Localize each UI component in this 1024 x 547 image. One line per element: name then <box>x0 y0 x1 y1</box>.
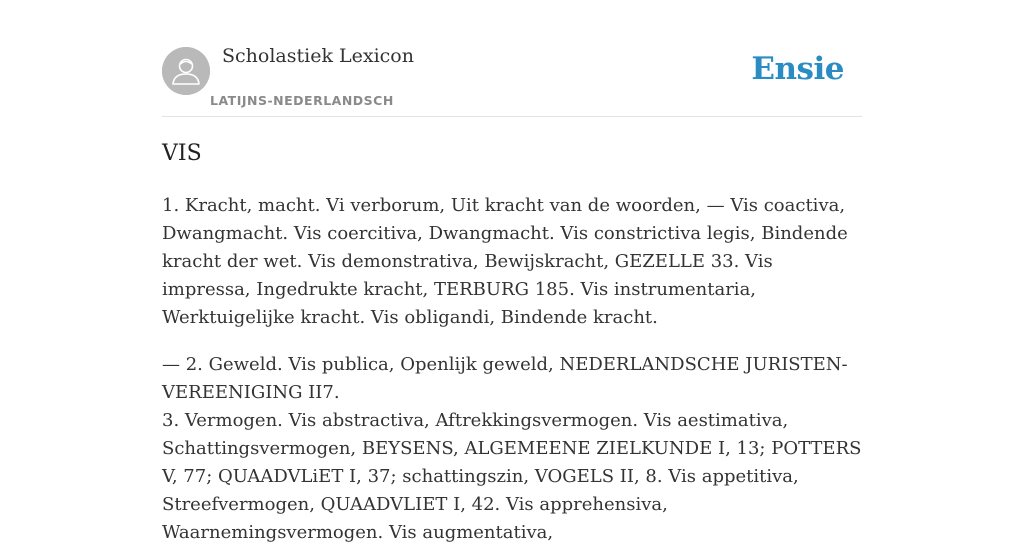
header <box>162 0 862 117</box>
entry-title: VIS <box>162 141 202 166</box>
definition-paragraph: 3. Vermogen. Vis abstractiva, Aftrekkingsvermogen. Vis aestimativa, Schattingsvermogen, BEYSENS, ALGEMEENE ZIELKUNDE I, 13; POTTERS V, 77; QUAADVLiET I, 37; schattingszin, VOGELS II, 8. Vis appetitiva, Streefvermogen, QUAADVLIET I, 42. Vis apprehensiva, Waarnemingsvermogen. Vis augmentativa, <box>162 410 862 543</box>
source-title[interactable]: Scholastiek Lexicon <box>222 45 414 67</box>
user-icon <box>162 47 210 95</box>
source-subtitle: LATIJNS-NEDERLANDSCH <box>210 93 394 108</box>
entry-definition <box>162 192 864 547</box>
brand-logo[interactable]: Ensie <box>751 51 844 87</box>
definition-paragraph: — 2. Geweld. Vis publica, Openlijk geweld, NEDERLANDSCHE JURISTEN-VEREENIGING II7. <box>162 354 848 403</box>
definition-paragraph: 1. Kracht, macht. Vi verborum, Uit kracht van de woorden, — Vis coactiva, Dwangmacht. Vis coercitiva, Dwangmacht. Vis constrictiva legis, Bindende kracht der wet. Vis demonstrativa, Bewijskracht, GEZELLE 33. Vis impressa, Ingedrukte kracht, TERBURG 185. Vis instrumentaria, Werktuigelijke kracht. Vis obligandi, Bindende kracht. <box>162 195 848 328</box>
avatar[interactable] <box>162 47 210 95</box>
